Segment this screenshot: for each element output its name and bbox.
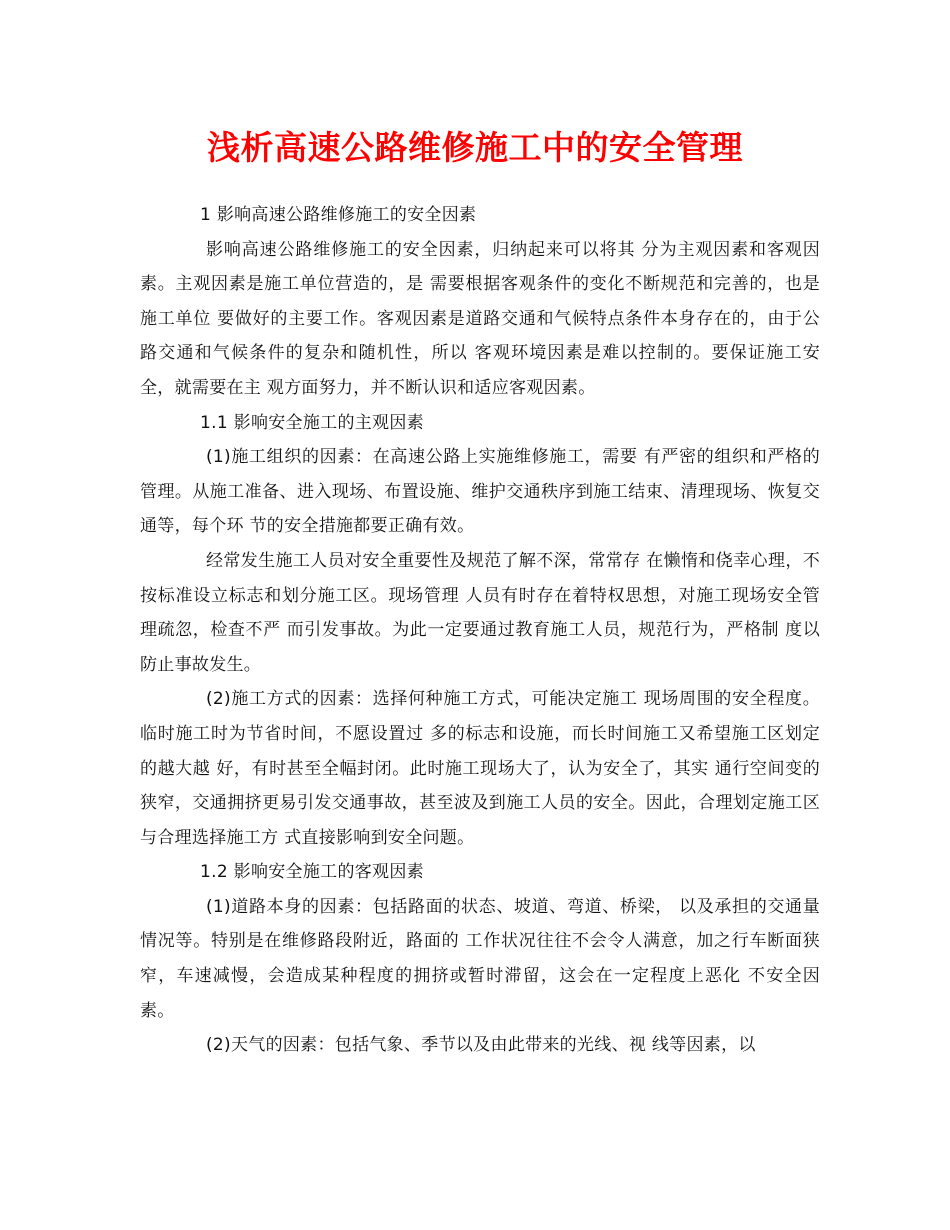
section-heading-1-1: 1.1 影响安全施工的主观因素	[200, 412, 424, 433]
paragraph-weather-factors: (2)天气的因素：包括气象、季节以及由此带来的光线、视 线等因素，以	[206, 1035, 756, 1056]
document-title: 浅析高速公路维修施工中的安全管理	[207, 128, 743, 167]
paragraph-intro: 影响高速公路维修施工的安全因素，归纳起来可以将其 分为主观因素和客观因素。主观因素是施工单位营造的，是 需要根据客观条件的变化不断规范和完善的，也是施工单位 要做好的主要工作。客观因素是道路交通和气候特点条件本身存在的，由于公路交通和气候条件的复杂和随机性，所以 客观环境因素是难以控制的。要保证施工安全，就需要在主 观方面努力，并不断认识和适应客观因素。	[140, 239, 820, 398]
paragraph-construction-organization: (1)施工组织的因素：在高速公路上实施维修施工，需要 有严密的组织和严格的管理。从施工准备、进入现场、布置设施、维护交通秩序到施工结束、清理现场、恢复交通等，每个环 节的安全措施都要正确有效。	[140, 447, 820, 537]
section-heading-1: 1 影响高速公路维修施工的安全因素	[200, 205, 477, 225]
paragraph-construction-method: (2)施工方式的因素：选择何种施工方式，可能决定施工 现场周围的安全程度。临时施工时为节省时间，不愿设置过 多的标志和设施，而长时间施工又希望施工区划定的越大越 好，有时甚至全幅封闭。此时施工现场大了，认为安全了，其实 通行空间变的狭窄，交通拥挤更易引发交通事故，甚至波及到施工人员的安全。因此，合理划定施工区与合理选择施工方 式直接影响到安全问题。	[140, 689, 820, 848]
paragraph-worker-awareness: 经常发生施工人员对安全重要性及规范了解不深，常常存 在懒惰和侥幸心理，不按标准设立标志和划分施工区。现场管理 人员有时存在着特权思想，对施工现场安全管理疏忽，检查不严 而引发事故。为此一定要通过教育施工人员，规范行为，严格制 度以防止事故发生。	[140, 550, 820, 675]
document-body	[140, 198, 820, 1063]
paragraph-road-factors: (1)道路本身的因素：包括路面的状态、坡道、弯道、桥梁， 以及承担的交通量情况等。特别是在维修路段附近，路面的 工作状况往往不会令人满意，加之行车断面狭窄，车速减慢，会造成某种程度的拥挤或暂时滞留，这会在一定程度上恶化 不安全因素。	[140, 896, 820, 1021]
section-heading-1-2: 1.2 影响安全施工的客观因素	[200, 862, 424, 883]
